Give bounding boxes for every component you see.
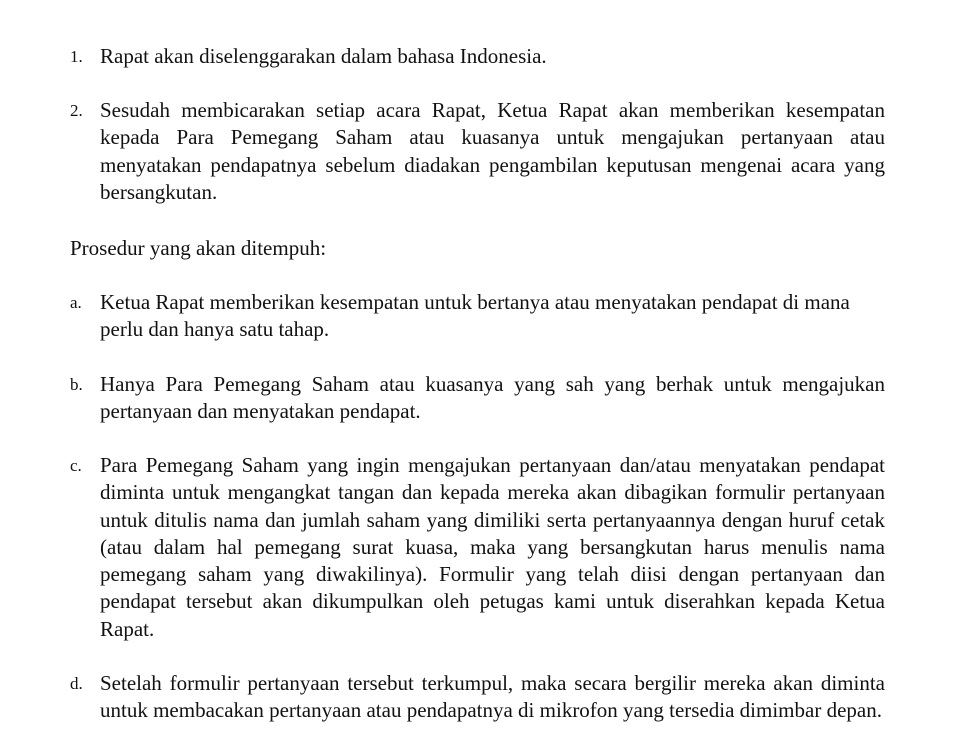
item-marker: c.	[70, 456, 82, 475]
procedure-item-a	[70, 289, 885, 344]
item-marker: b.	[70, 375, 83, 394]
item-marker: a.	[70, 293, 82, 312]
item-text: Ketua Rapat memberikan kesempatan untuk bertanya atau menyatakan pendapat di mana perlu dan hanya satu tahap.	[100, 290, 850, 342]
item-marker: d.	[70, 674, 83, 693]
item-marker: 2.	[70, 101, 83, 120]
procedure-item-c	[70, 452, 885, 643]
item-text: Para Pemegang Saham yang ingin mengajukan pertanyaan dan/atau menyatakan pendapat diminta untuk mengangkat tangan dan kepada mereka akan dibagikan formulir pertanyaan untuk ditulis nama dan jumlah saham yang dimiliki serta pertanyaannya dengan huruf cetak (atau dalam hal pemegang surat kuasa, maka yang bersangkutan harus menulis nama pemegang saham yang diwakilinya). Formulir yang telah diisi dengan pertanyaan dan pendapat tersebut akan dikumpulkan oleh petugas kami untuk diserahkan kepada Ketua Rapat.	[100, 453, 885, 641]
procedure-item-b	[70, 371, 885, 426]
item-text: Rapat akan diselenggarakan dalam bahasa Indonesia.	[100, 44, 547, 68]
procedure-item-d	[70, 670, 885, 725]
procedure-heading: Prosedur yang akan ditempuh:	[70, 236, 327, 260]
item-text: Hanya Para Pemegang Saham atau kuasanya yang sah yang berhak untuk mengajukan pertanyaan dan menyatakan pendapat.	[100, 372, 885, 424]
item-text: Setelah formulir pertanyaan tersebut terkumpul, maka secara bergilir mereka akan diminta untuk membacakan pertanyaan atau pendapatnya di mikrofon yang tersedia dimimbar depan.	[100, 671, 885, 723]
item-marker: 1.	[70, 47, 83, 66]
numbered-item-1	[70, 43, 885, 70]
numbered-item-2	[70, 97, 885, 206]
item-text: Sesudah membicarakan setiap acara Rapat, Ketua Rapat akan memberikan kesempatan kepada Para Pemegang Saham atau kuasanya untuk mengajukan pertanyaan atau menyatakan pendapatnya sebelum diadakan pengambilan keputusan mengenai acara yang bersangkutan.	[100, 98, 885, 204]
